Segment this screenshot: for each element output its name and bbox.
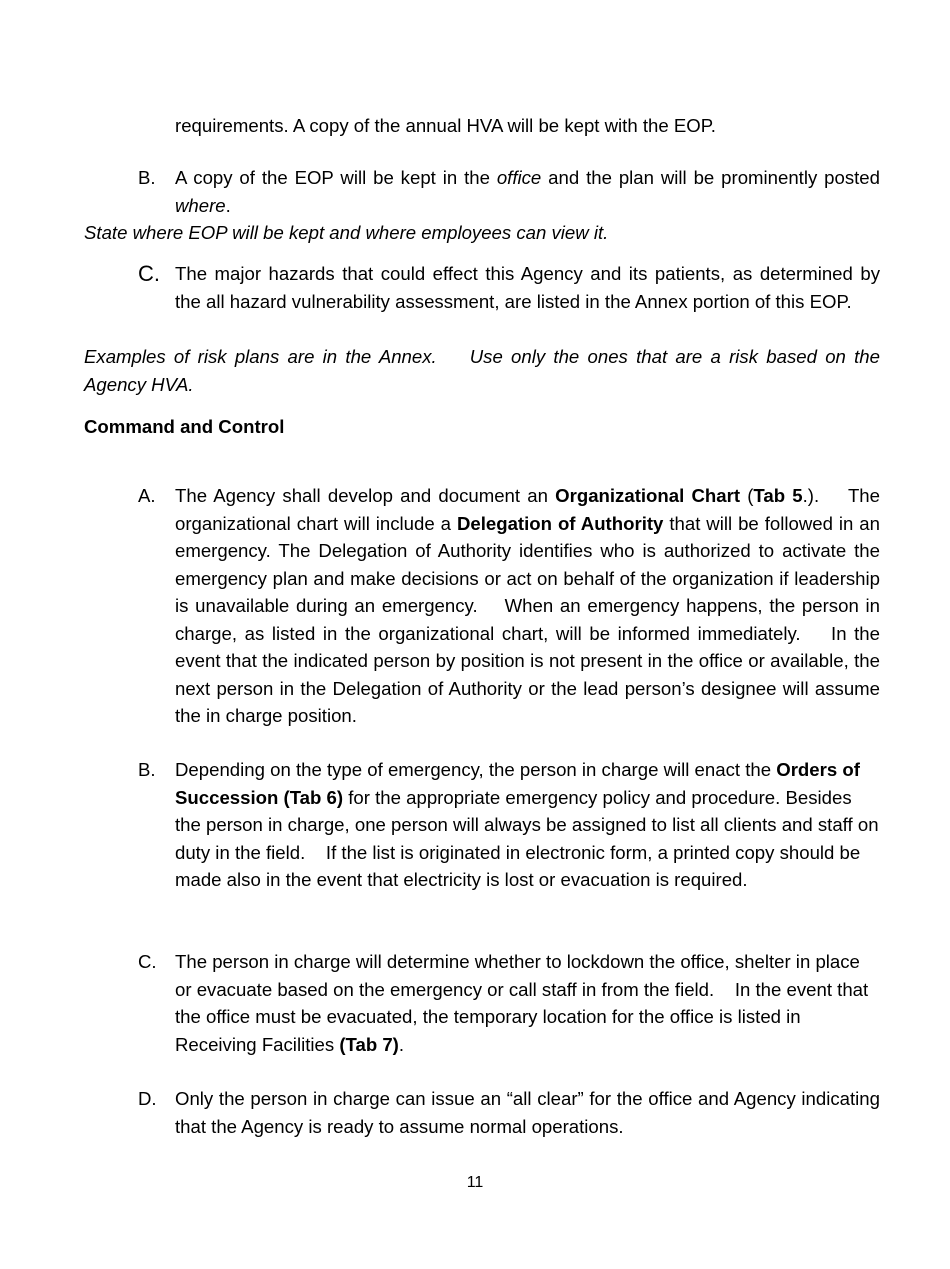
list-text: Only the person in charge can issue an “all clear” for the office and Agency indicating that the Agency is ready to assume normal operations.: [175, 1088, 880, 1137]
section-heading: Command and Control: [84, 416, 285, 437]
list-label: C.: [138, 261, 160, 286]
list-item-c-hazards: [138, 260, 880, 315]
list-item-b-plan: [138, 164, 880, 219]
list-label: A.: [138, 485, 156, 506]
list-text: The person in charge will determine whether to lockdown the office, shelter in place or evacuate based on the emergency or call staff in from the field. In the event that the office must be evacuated, the temporary location for the office is listed in Receiving Facilities (Tab 7).: [175, 951, 869, 1055]
list-item-c-evacuation: [138, 948, 880, 1058]
instruction-note-where: State where EOP will be kept and where employees can view it.: [84, 222, 609, 243]
list-label: C.: [138, 951, 157, 972]
list-label: B.: [138, 167, 156, 188]
list-label: D.: [138, 1088, 157, 1109]
list-text: Depending on the type of emergency, the person in charge will enact the Orders of Succession (Tab 6) for the appropriate emergency policy and procedure. Besides the person in charge, one person will always be assigned to list all clients and staff on duty in the field. If the list is originated in electronic form, a printed copy should be made also in the event that electricity is lost or evacuation is required.: [175, 759, 879, 890]
list-label: B.: [138, 759, 156, 780]
page-number: 11: [466, 1174, 484, 1191]
instruction-note-risk: Examples of risk plans are in the Annex. Use only the ones that are a risk based on the Agency HVA.: [84, 346, 880, 395]
list-text: A copy of the EOP will be kept in the office and the plan will be prominently posted where.: [175, 167, 880, 216]
list-item-a-org-chart: [138, 482, 880, 730]
list-text: The major hazards that could effect this Agency and its patients, as determined by the all hazard vulnerability assessment, are listed in the Annex portion of this EOP.: [175, 263, 880, 312]
list-item-b-succession: [138, 756, 880, 894]
continuation-paragraph: [175, 112, 880, 140]
list-text: The Agency shall develop and document an Organizational Chart (Tab 5.). The organizational chart will include a Delegation of Authority that will be followed in an emergency. The Delegation of Authority identifies who is authorized to activate the emergency plan and make decisions or act on behalf of the organization if leadership is unavailable during an emergency. When an emergency happens, the person in charge, as listed in the organizational chart, will be informed immediately. In the event that the indicated person by position is not present in the office or available, the next person in the Delegation of Authority or the lead person’s designee will assume the in charge position.: [175, 485, 880, 726]
list-item-d-all-clear: [138, 1085, 880, 1140]
continuation-text: requirements. A copy of the annual HVA will be kept with the EOP.: [175, 115, 716, 136]
